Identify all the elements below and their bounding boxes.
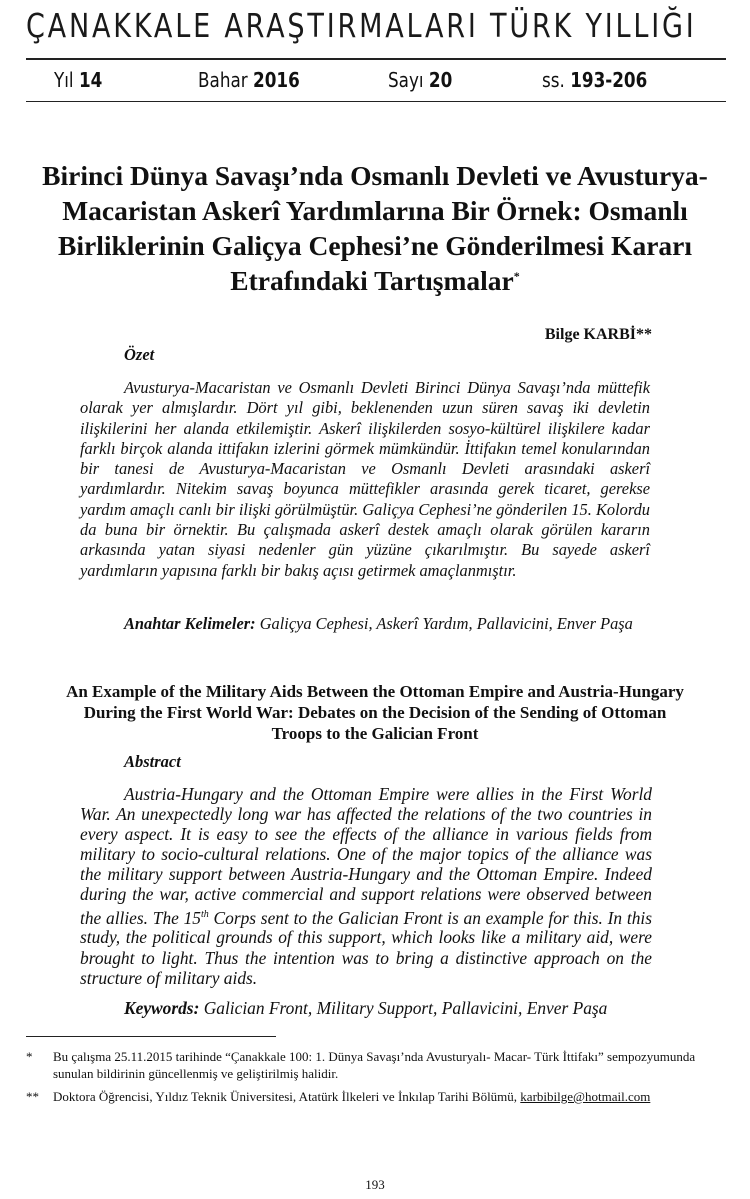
- footnote-1-mark: *: [26, 1049, 33, 1064]
- footnote-separator: [26, 1036, 276, 1037]
- article-title-turkish: [30, 158, 720, 298]
- footnote-1: [26, 1048, 716, 1082]
- pages-value: 193-206: [570, 68, 648, 92]
- issue-info: [388, 68, 452, 92]
- keywords-tr-label: Anahtar Kelimeler:: [124, 614, 256, 633]
- title-footnote-mark: *: [513, 269, 520, 283]
- footnote-1-text: Bu çalışma 25.11.2015 tarihinde “Çanakkale 100: 1. Dünya Savaşı’nda Avusturyalı- Macar- Türk İttifakı” sempozyumunda sunulan bildirinin güncellenmiş ve geliştirilmiş halidir.: [53, 1049, 696, 1081]
- keywords-tr-values: Galiçya Cephesi, Askerî Yardım, Pallavicini, Enver Paşa: [259, 614, 633, 633]
- season-label: Bahar: [198, 68, 248, 92]
- article-title-english: An Example of the Military Aids Between the Ottoman Empire and Austria-Hungary During the First World War: Debates on the Decision of the Sending of Ottoman Troops to the Galician Front: [66, 682, 684, 743]
- volume-value: 14: [78, 68, 103, 92]
- volume-info: [54, 68, 102, 92]
- abstract-tr-heading: Özet: [124, 345, 155, 364]
- abstract-en-text: [80, 784, 652, 988]
- ordinal-suffix: th: [201, 908, 209, 920]
- footnote-2-text: Doktora Öğrencisi, Yıldız Teknik Üniversitesi, Atatürk İlkeleri ve İnkılap Tarihi Bölümü,: [53, 1089, 521, 1104]
- article-title-text: Birinci Dünya Savaşı’nda Osmanlı Devleti ve Avusturya-Macaristan Askerî Yardımlarına Bir Örnek: Osmanlı Birliklerinin Galiçya Cephesi’ne Gönderilmesi Kararı Etrafındaki Tartışmalar: [42, 160, 708, 296]
- pages-label: ss.: [542, 68, 565, 92]
- keywords-en-values: Galician Front, Military Support, Pallavicini, Enver Paşa: [203, 998, 608, 1018]
- footnote-2-mark: **: [26, 1089, 39, 1104]
- keywords-en-label: Keywords:: [124, 998, 200, 1018]
- journal-title: ÇANAKKALE ARAŞTIRMALARI TÜRK YILLIĞI: [26, 6, 697, 45]
- abstract-en-part2: Corps sent to the Galician Front is an example for this. In this study, the political grounds of this support, which looks like a military aid, were brought to light. Thus the intention was to bring a distinctive approach on the structure of military aids.: [80, 907, 652, 988]
- header-rule-bottom: [26, 101, 726, 102]
- volume-label: Yıl: [54, 68, 74, 92]
- footnote-2-body: [53, 1088, 716, 1105]
- season-value: 2016: [253, 68, 300, 92]
- keywords-tr: [80, 614, 650, 634]
- issue-info-row: [48, 68, 698, 96]
- author-email-link[interactable]: karbibilge@hotmail.com: [520, 1089, 651, 1104]
- issue-label: Sayı: [388, 68, 424, 92]
- abstract-en-part1: Austria-Hungary and the Ottoman Empire were allies in the First World War. An unexpectedly long war has affected the relations of the two countries in every aspect. It is easy to see the effects of the alliance in various fields from military to socio-cultural relations. One of the major topics of the alliance was the military support between Austria-Hungary and the Ottoman Empire. Indeed during the war, active commercial and support relations were observed between the allies. The 15: [80, 784, 652, 928]
- issue-value: 20: [428, 68, 453, 92]
- keywords-en: [80, 998, 650, 1018]
- pages-info: [542, 68, 647, 92]
- abstract-en-heading: Abstract: [124, 752, 181, 771]
- author-name: Bilge KARBİ**: [544, 326, 652, 343]
- header-rule-top: [26, 58, 726, 60]
- season-info: [198, 68, 300, 92]
- page-number: 193: [365, 1177, 385, 1192]
- abstract-tr-text: Avusturya-Macaristan ve Osmanlı Devleti Birinci Dünya Savaşı’nda müttefik olarak yer almışlardır. Dört yıl gibi, beklenenden uzun süren savaş iki devletin ilişkilerini her alanda etkilemiştir. Askerî ilişkilerden sosyo-kültürel ilişkilere kadar farklı birçok alanda ittifakın izlerini görmek mümkündür. İttifakın temel konularından bir tanesi de Avusturya-Macaristan ve Osmanlı Devleti arasındaki askerî yardımlardır. Nitekim savaş boyunca müttefikler arasında gerek ticaret, gerekse yardım amaçlı canlı bir ilişki görülmüştür. Galiçya Cephesi’ne gönderilen 15. Kolordu da buna bir örnektir. Bu çalışmada askerî destek amaçlı olarak görülen kararın arkasında yatan siyasi nedenler gün yüzüne çıkarılmıştır. Bu sayede askerî yardımların yapısına farklı bir bakış açısı getirmek amaçlanmıştır.: [80, 378, 650, 580]
- footnote-2: [26, 1088, 716, 1105]
